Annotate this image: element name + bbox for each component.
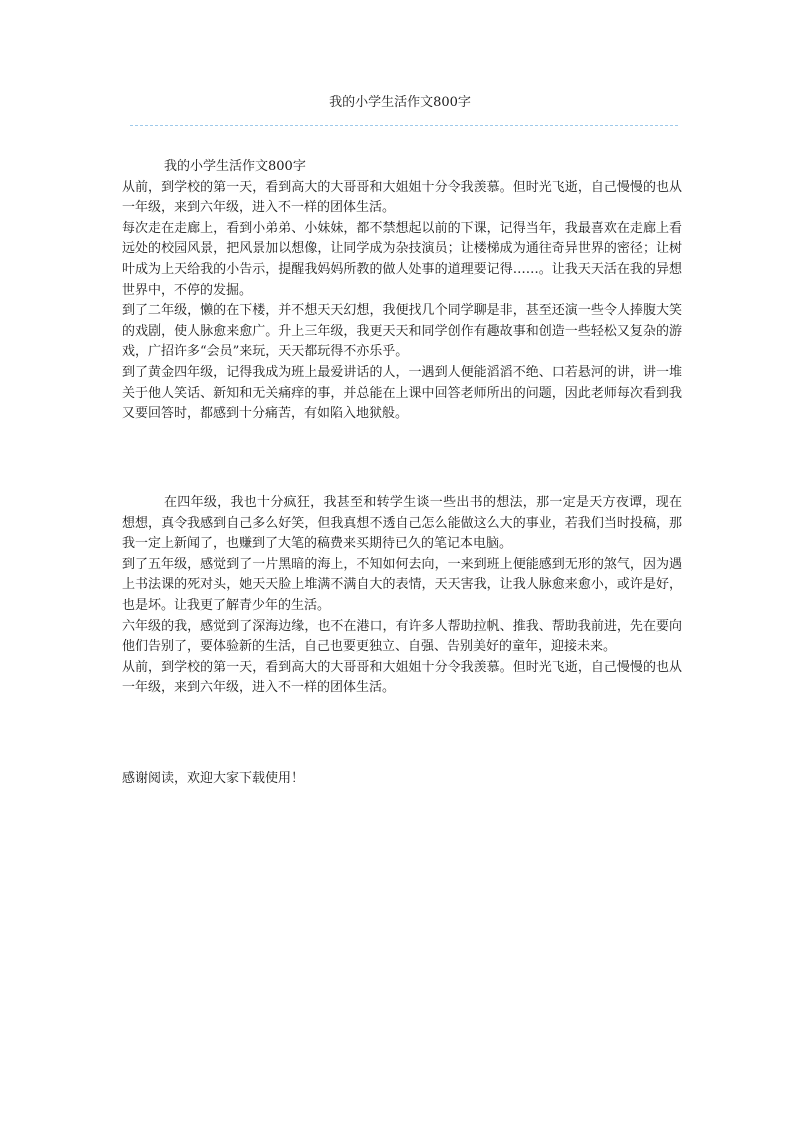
header-divider xyxy=(130,125,678,126)
document-header-title: 我的小学生活作文800字 xyxy=(329,95,471,110)
section-subtitle: 我的小学生活作文800字 xyxy=(164,159,306,174)
paragraph: 六年级的我，感觉到了深海边缘，也不在港口，有许多人帮助拉帆、推我、帮助我前进，先在要向他们告别了，要体验新的生活，自己也要更独立、自强、告别美好的童年，迎接未来。 xyxy=(122,618,682,655)
paragraph: 到了五年级，感觉到了一片黑暗的海上，不知如何去向，一来到班上便能感到无形的煞气，因为遇上书法课的死对头，她天天脸上堆满不满自大的表情，天天害我，让我人脉愈来愈小，或许是好，也是坏。让我更了解青少年的生活。 xyxy=(122,556,682,613)
paragraph: 到了二年级，懒的在下楼，并不想天天幻想，我便找几个同学聊是非，甚至还演一些令人捧腹大笑的戏剧，使人脉愈来愈广。升上三年级，我更天天和同学创作有趣故事和创造一些轻松又复杂的游戏，广招许多“会员”来玩，天天都玩得不亦乐乎。 xyxy=(122,303,682,360)
paragraph: 从前，到学校的第一天，看到高大的大哥哥和大姐姐十分令我羡慕。但时光飞逝，自己慢慢的也从一年级，来到六年级，进入不一样的团体生活。 xyxy=(122,659,682,696)
closing-note: 感谢阅读，欢迎大家下载使用！ xyxy=(122,771,305,786)
paragraph: 在四年级，我也十分疯狂，我甚至和转学生谈一些出书的想法，那一定是天方夜谭，现在想想，真令我感到自己多么好笑，但我真想不透自己怎么能做这么大的事业，若我们当时投稿，那我一定上新闻了，也赚到了大笔的稿费来买期待已久的笔记本电脑。 xyxy=(122,495,682,552)
paragraph: 到了黄金四年级，记得我成为班上最爱讲话的人，一遇到人便能滔滔不绝、口若悬河的讲，讲一堆关于他人笑话、新知和无关痛痒的事，并总能在上课中回答老师所出的问题，因此老师每次看到我又要回答时，都感到十分痛苦，有如陷入地狱般。 xyxy=(122,364,682,422)
paragraph: 从前，到学校的第一天，看到高大的大哥哥和大姐姐十分令我羡慕。但时光飞逝，自己慢慢的也从一年级，来到六年级，进入不一样的团体生活。 xyxy=(122,179,682,216)
section-1 xyxy=(122,157,682,425)
paragraph: 每次走在走廊上，看到小弟弟、小妹妹，都不禁想起以前的下课，记得当年，我最喜欢在走廊上看远处的校园风景，把风景加以想像，让同学成为杂技演员；让楼梯成为通往奇异世界的密径；让树叶成为上天给我的小告示，提醒我妈妈所教的做人处事的道理要记得……。让我天天活在我的异想世界中，不停的发掘。 xyxy=(122,220,682,298)
section-2 xyxy=(122,493,682,699)
closing-section xyxy=(122,769,682,790)
